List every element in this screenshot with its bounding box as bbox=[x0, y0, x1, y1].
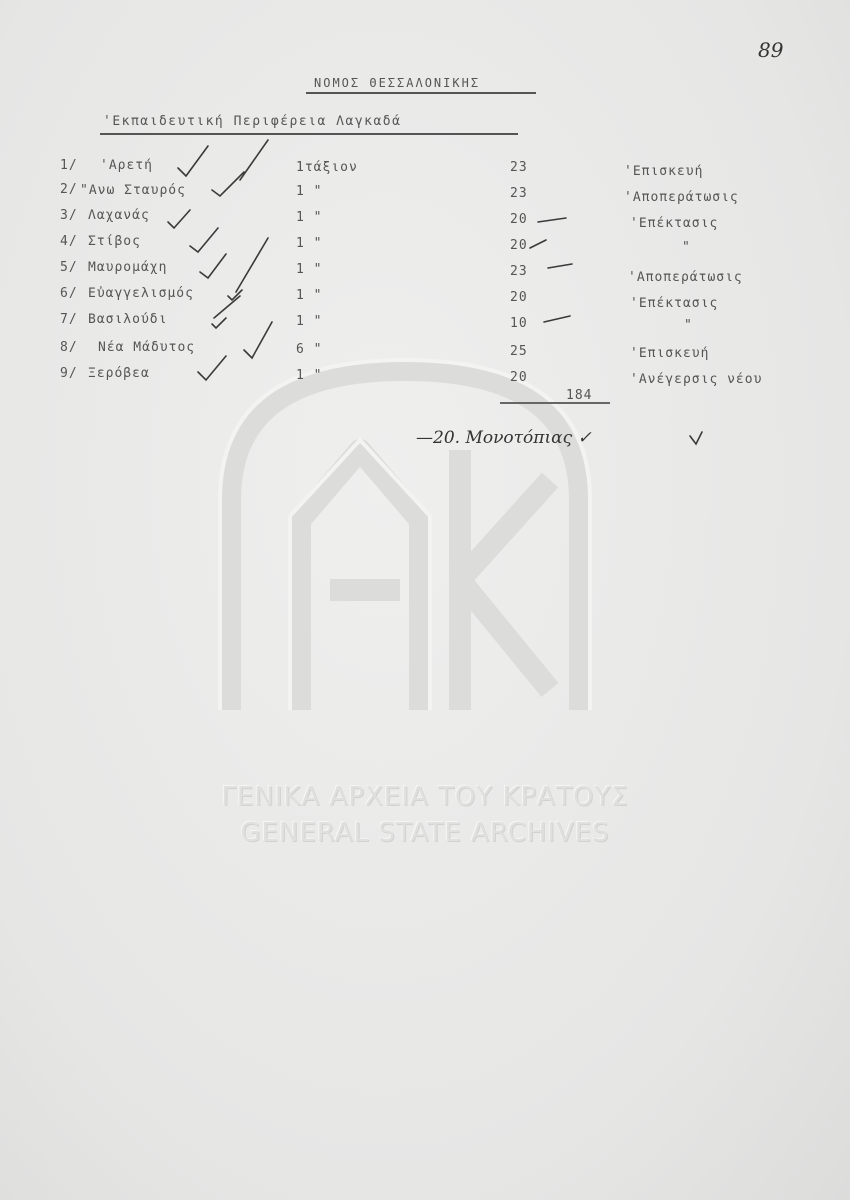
amount: 10 bbox=[510, 316, 528, 331]
work-type: 'Επέκτασις bbox=[630, 296, 719, 311]
village-name: Εὐαγγελισμός bbox=[88, 286, 194, 301]
work-type: " bbox=[684, 318, 693, 333]
village-name: 'Αρετή bbox=[100, 158, 153, 173]
village-name: Στίβος bbox=[88, 234, 141, 249]
work-type: 'Ανέγερσις νέου bbox=[630, 372, 763, 387]
work-type: 'Επισκευή bbox=[624, 164, 704, 179]
row-number: 3/ bbox=[60, 208, 78, 223]
total-amount: 184 bbox=[566, 388, 593, 403]
document-subheading: 'Εκπαιδευτική Περιφέρεια Λαγκαδά bbox=[103, 114, 402, 129]
village-name: Βασιλούδι bbox=[88, 312, 168, 327]
row-number: 9/ bbox=[60, 366, 78, 381]
amount: 20 bbox=[510, 238, 528, 253]
amount: 20 bbox=[510, 212, 528, 227]
row-number: 7/ bbox=[60, 312, 78, 327]
work-type: " bbox=[682, 240, 691, 255]
amount: 23 bbox=[510, 264, 528, 279]
row-number: 2/ bbox=[60, 182, 78, 197]
row-number: 4/ bbox=[60, 234, 78, 249]
work-type: 'Αποπεράτωσις bbox=[628, 270, 743, 285]
classes-count: 1 " bbox=[296, 314, 323, 329]
amount: 25 bbox=[510, 344, 528, 359]
amount: 20 bbox=[510, 290, 528, 305]
village-name: Ξερόβεα bbox=[88, 366, 150, 381]
village-name: Μαυρομάχη bbox=[88, 260, 168, 275]
handwritten-check-marks bbox=[0, 0, 850, 480]
row-number: 8/ bbox=[60, 340, 78, 355]
watermark-text-english: GENERAL STATE ARCHIVES bbox=[240, 818, 610, 848]
work-type: 'Επέκτασις bbox=[630, 216, 719, 231]
village-name: "Ανω Σταυρός bbox=[80, 183, 186, 198]
classes-count: 1 " bbox=[296, 288, 323, 303]
amount: 23 bbox=[510, 186, 528, 201]
classes-count: 1 " bbox=[296, 236, 323, 251]
row-number: 6/ bbox=[60, 286, 78, 301]
classes-count: 1 " bbox=[296, 210, 323, 225]
amount: 23 bbox=[510, 160, 528, 175]
page-number: 89 bbox=[758, 38, 784, 62]
classes-count: 1 " bbox=[296, 262, 323, 277]
handwritten-note: —20. Μονοτόπιας ✓ bbox=[416, 428, 592, 448]
classes-count: 6 " bbox=[296, 342, 323, 357]
classes-count: 1τάξιον bbox=[296, 160, 358, 175]
watermark-text-greek: ΓΕΝΙΚΑ ΑΡΧΕΙΑ ΤΟΥ ΚΡΑΤΟΥΣ bbox=[221, 782, 629, 812]
row-number: 5/ bbox=[60, 260, 78, 275]
village-name: Νέα Μάδυτος bbox=[98, 340, 196, 355]
work-type: 'Επισκευή bbox=[630, 346, 710, 361]
work-type: 'Αποπεράτωσις bbox=[624, 190, 739, 205]
row-number: 1/ bbox=[60, 158, 78, 173]
classes-count: 1 " bbox=[296, 368, 323, 383]
village-name: Λαχανάς bbox=[88, 208, 150, 223]
amount: 20 bbox=[510, 370, 528, 385]
document-heading: ΝΟΜΟΣ ΘΕΣΣΑΛΟΝΙΚΗΣ bbox=[314, 76, 481, 90]
classes-count: 1 " bbox=[296, 184, 323, 199]
